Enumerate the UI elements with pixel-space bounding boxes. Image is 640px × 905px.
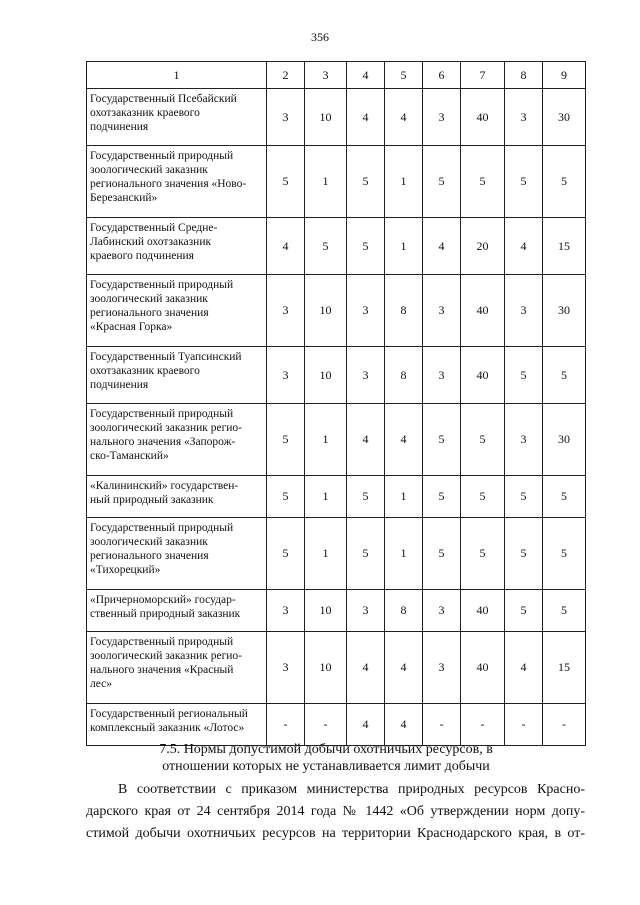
table-header-row (87, 62, 586, 89)
norm-value-cell: 4 (267, 218, 305, 275)
norm-value-cell: - (305, 704, 347, 746)
reserve-name-line: подчинения (90, 121, 149, 133)
reserve-name-line: зоологический заказник (90, 293, 208, 305)
norm-value-cell: 3 (347, 275, 385, 347)
reserve-name-line: «Калининский» государствен- (90, 480, 239, 492)
reserve-name-line: Лабинский охотзаказник (90, 236, 212, 248)
reserve-name-line: Государственный природный (90, 408, 234, 420)
norm-value-cell: - (505, 704, 543, 746)
body-paragraph (86, 779, 585, 845)
norm-value-cell: 15 (543, 632, 586, 704)
norm-value-cell: 10 (305, 89, 347, 146)
norm-value-cell: 5 (505, 146, 543, 218)
norm-value-cell: 8 (385, 275, 423, 347)
table-row (87, 146, 586, 218)
norm-value-cell: 10 (305, 347, 347, 404)
norm-value-cell: 15 (543, 218, 586, 275)
norm-value-cell: 5 (461, 476, 505, 518)
norm-value-cell: 5 (543, 476, 586, 518)
norm-value-cell: - (267, 704, 305, 746)
reserve-name-line: Государственный природный (90, 636, 234, 648)
reserve-name-line: Государственный региональный (90, 708, 248, 720)
norm-value-cell: - (423, 704, 461, 746)
column-header: 7 (461, 62, 505, 89)
norm-value-cell: 40 (461, 590, 505, 632)
reserve-name-line: «Тихорецкий» (90, 564, 161, 576)
norm-value-cell: 4 (347, 89, 385, 146)
norm-value-cell: 4 (423, 218, 461, 275)
table-row (87, 590, 586, 632)
norm-value-cell: 5 (423, 518, 461, 590)
norm-value-cell: 3 (267, 632, 305, 704)
reserve-name-line: зоологический заказник (90, 536, 208, 548)
column-header: 1 (87, 62, 267, 89)
norm-value-cell: 3 (505, 89, 543, 146)
norm-value-cell: 5 (543, 347, 586, 404)
reserve-name-line: лес» (90, 678, 112, 690)
norm-value-cell: 20 (461, 218, 505, 275)
norm-value-cell: 5 (543, 518, 586, 590)
reserve-name-cell (87, 89, 267, 146)
reserve-name-line: зоологический заказник регио- (90, 422, 243, 434)
norm-value-cell: 40 (461, 89, 505, 146)
norm-value-cell: 5 (423, 404, 461, 476)
norm-value-cell: - (461, 704, 505, 746)
reserve-name-line: Государственный Туапсинский (90, 351, 242, 363)
norm-value-cell: 1 (305, 146, 347, 218)
norm-value-cell: 5 (461, 518, 505, 590)
norm-value-cell: 5 (423, 146, 461, 218)
norm-value-cell: 5 (267, 476, 305, 518)
norm-value-cell: 5 (305, 218, 347, 275)
norm-value-cell: 5 (267, 518, 305, 590)
norm-value-cell: 5 (347, 218, 385, 275)
norm-value-cell: 5 (267, 404, 305, 476)
norm-value-cell: - (543, 704, 586, 746)
norm-value-cell: 40 (461, 275, 505, 347)
reserve-name-line: нального значения «Запорож- (90, 436, 236, 448)
norm-value-cell: 4 (505, 632, 543, 704)
column-header: 4 (347, 62, 385, 89)
norm-value-cell: 3 (267, 590, 305, 632)
table-row (87, 347, 586, 404)
reserve-name-cell (87, 146, 267, 218)
norm-value-cell: 5 (347, 476, 385, 518)
table-row (87, 632, 586, 704)
reserve-name-line: ственный природный заказник (90, 608, 241, 620)
norm-value-cell: 3 (423, 275, 461, 347)
table-row (87, 518, 586, 590)
paragraph-line: В соответствии с приказом министерства природных ресурсов Красно- (118, 782, 585, 797)
reserve-name-line: «Причерноморский» государ- (90, 594, 236, 606)
norm-value-cell: 1 (305, 404, 347, 476)
table-row (87, 275, 586, 347)
norm-value-cell: 5 (461, 146, 505, 218)
column-header: 2 (267, 62, 305, 89)
reserve-name-line: зоологический заказник (90, 164, 208, 176)
table-row (87, 404, 586, 476)
norm-value-cell: 5 (347, 518, 385, 590)
section-heading-line: 7.5. Нормы допустимой добычи охотничьих ресурсов, в (159, 742, 493, 757)
norm-value-cell: 3 (267, 347, 305, 404)
table-row (87, 704, 586, 746)
paragraph-line: стимой добычи охотничьих ресурсов на территории Краснодарского края, в от- (86, 826, 585, 841)
reserve-name-line: Березанский» (90, 192, 158, 204)
reserve-name-line: зоологический заказник регио- (90, 650, 243, 662)
norm-value-cell: 3 (423, 347, 461, 404)
norm-value-cell: 5 (505, 476, 543, 518)
norm-value-cell: 5 (543, 146, 586, 218)
reserve-name-line: краевого подчинения (90, 250, 194, 262)
reserve-name-cell (87, 704, 267, 746)
table-header (87, 62, 586, 89)
reserve-name-line: регионального значения (90, 550, 209, 562)
norm-value-cell: 30 (543, 275, 586, 347)
reserve-name-line: Государственный Средне- (90, 222, 218, 234)
norm-value-cell: 3 (347, 590, 385, 632)
norm-value-cell: 5 (423, 476, 461, 518)
table-row (87, 476, 586, 518)
norm-value-cell: 5 (347, 146, 385, 218)
reserve-name-cell (87, 218, 267, 275)
norm-value-cell: 10 (305, 590, 347, 632)
page-number: 356 (311, 30, 329, 44)
reserve-name-line: комплексный заказник «Лотос» (90, 722, 245, 734)
norm-value-cell: 4 (385, 404, 423, 476)
column-header: 6 (423, 62, 461, 89)
table-row (87, 218, 586, 275)
section-heading-line: отношении которых не устанавливается лимит добычи (162, 759, 490, 774)
norm-value-cell: 5 (505, 347, 543, 404)
norm-value-cell: 1 (305, 518, 347, 590)
norm-value-cell: 5 (543, 590, 586, 632)
norm-value-cell: 30 (543, 89, 586, 146)
reserve-name-line: ско-Таманский» (90, 450, 169, 462)
norm-value-cell: 10 (305, 275, 347, 347)
norm-value-cell: 30 (543, 404, 586, 476)
norm-value-cell: 4 (385, 89, 423, 146)
reserve-name-line: регионального значения (90, 307, 209, 319)
norm-value-cell: 4 (347, 632, 385, 704)
reserve-name-cell (87, 275, 267, 347)
norm-value-cell: 40 (461, 347, 505, 404)
norm-value-cell: 10 (305, 632, 347, 704)
norm-value-cell: 1 (305, 476, 347, 518)
reserve-name-line: нального значения «Красный (90, 664, 234, 676)
reserve-name-cell (87, 632, 267, 704)
column-header: 9 (543, 62, 586, 89)
norm-value-cell: 5 (505, 590, 543, 632)
norm-value-cell: 5 (505, 518, 543, 590)
table-body (87, 89, 586, 746)
reserve-name-cell (87, 590, 267, 632)
reserve-name-line: ный природный заказник (90, 494, 214, 506)
norm-value-cell: 1 (385, 146, 423, 218)
norm-value-cell: 8 (385, 590, 423, 632)
norm-value-cell: 4 (347, 404, 385, 476)
norm-value-cell: 3 (505, 404, 543, 476)
paragraph-line: дарского края от 24 сентября 2014 года № 1442 «Об утверждении норм допу- (86, 804, 585, 819)
column-header: 8 (505, 62, 543, 89)
reserve-name-line: подчинения (90, 379, 149, 391)
norm-value-cell: 1 (385, 218, 423, 275)
reserve-name-line: «Красная Горка» (90, 321, 173, 333)
table-row (87, 89, 586, 146)
norm-value-cell: 5 (461, 404, 505, 476)
reserve-name-line: Государственный природный (90, 522, 234, 534)
norm-value-cell: 5 (267, 146, 305, 218)
reserve-name-line: Государственный природный (90, 279, 234, 291)
reserve-name-line: Государственный Псебайский (90, 93, 237, 105)
reserve-name-line: охотзаказник краевого (90, 107, 200, 119)
norm-value-cell: 3 (505, 275, 543, 347)
reserve-name-cell (87, 476, 267, 518)
norm-value-cell: 40 (461, 632, 505, 704)
norm-value-cell: 4 (385, 704, 423, 746)
norm-value-cell: 1 (385, 476, 423, 518)
reserve-name-cell (87, 404, 267, 476)
norm-value-cell: 8 (385, 347, 423, 404)
norm-value-cell: 4 (385, 632, 423, 704)
reserve-name-line: регионального значения «Ново- (90, 178, 247, 190)
column-header: 3 (305, 62, 347, 89)
reserve-name-line: охотзаказник краевого (90, 365, 200, 377)
norm-value-cell: 3 (423, 590, 461, 632)
reserve-name-line: Государственный природный (90, 150, 234, 162)
section-heading (86, 741, 566, 775)
hunting-norms-table (86, 61, 586, 746)
norm-value-cell: 3 (423, 632, 461, 704)
norm-value-cell: 4 (347, 704, 385, 746)
column-header: 5 (385, 62, 423, 89)
norm-value-cell: 1 (385, 518, 423, 590)
norm-value-cell: 3 (347, 347, 385, 404)
reserve-name-cell (87, 518, 267, 590)
reserve-name-cell (87, 347, 267, 404)
norm-value-cell: 3 (267, 275, 305, 347)
norm-value-cell: 4 (505, 218, 543, 275)
norm-value-cell: 3 (267, 89, 305, 146)
norm-value-cell: 3 (423, 89, 461, 146)
